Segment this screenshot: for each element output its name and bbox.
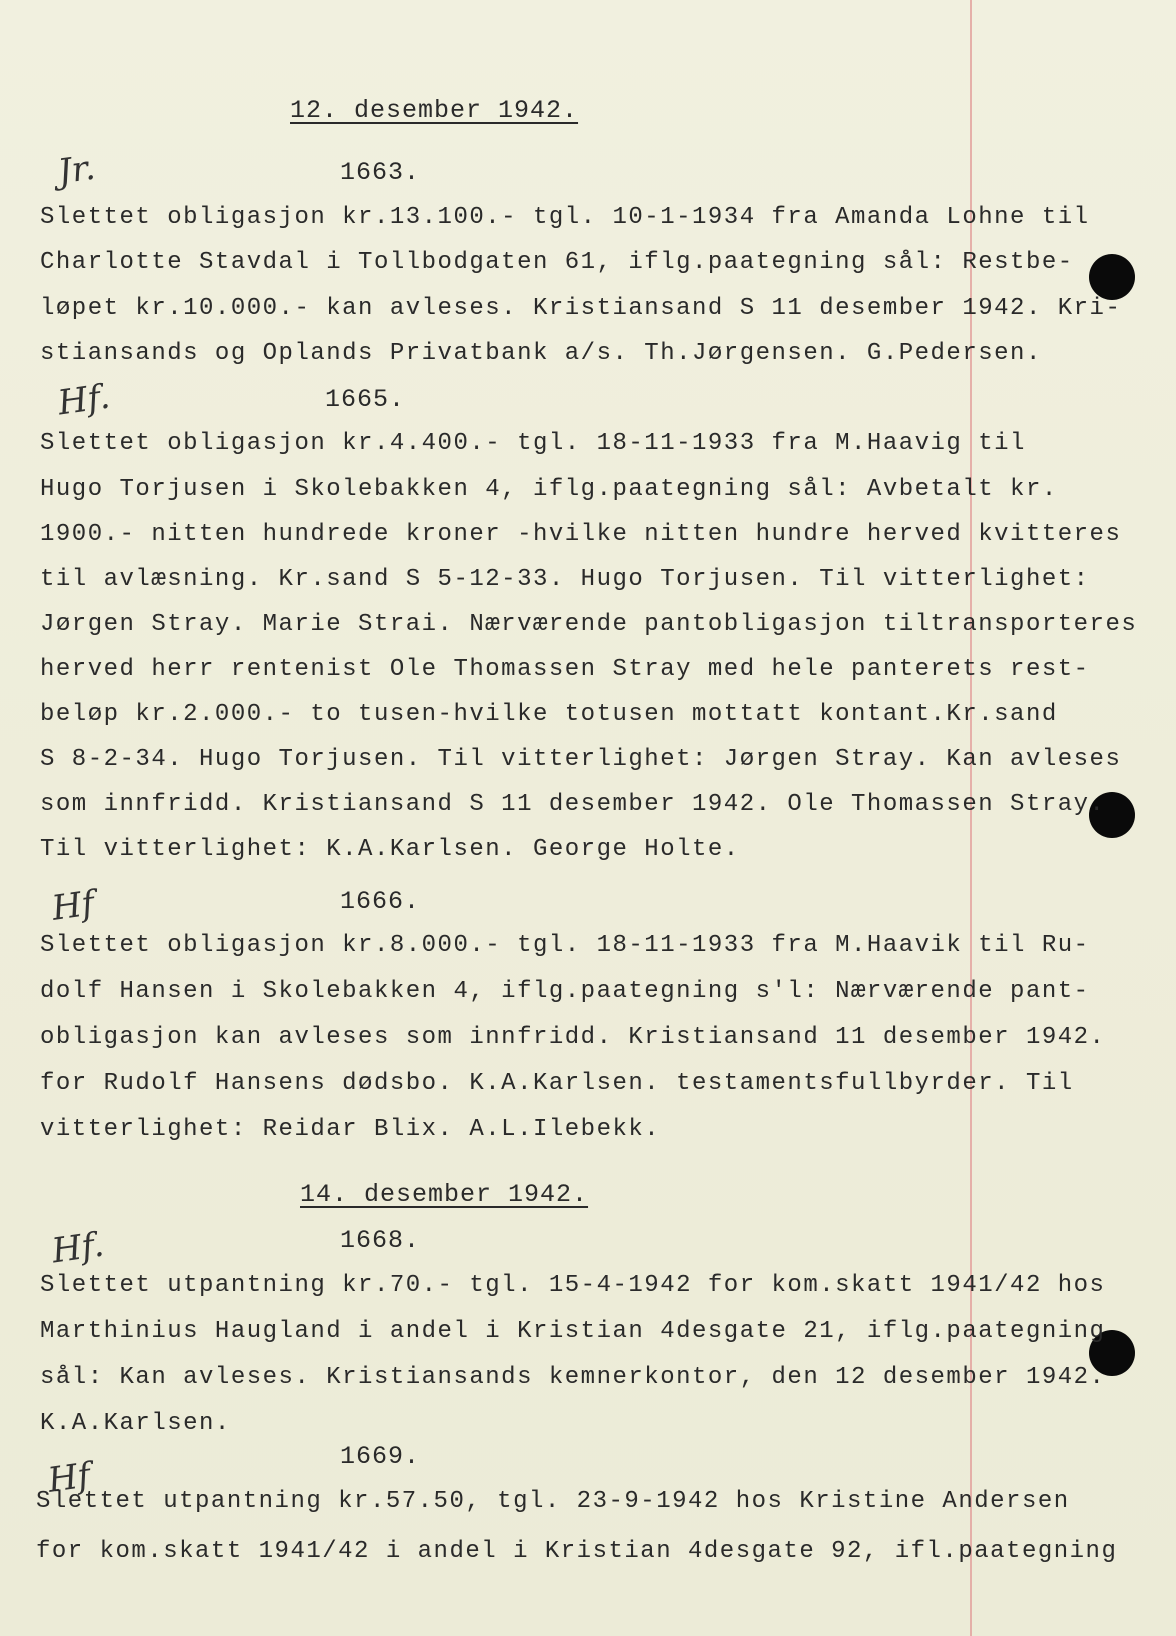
entry-line: beløp kr.2.000.- to tusen-hvilke totusen mottatt kontant.Kr.sand [40, 701, 1058, 728]
clerk-initials: Hf [45, 1455, 93, 1501]
entry-line: Jørgen Stray. Marie Strai. Nærværende pantobligasjon tiltransporteres [40, 611, 1138, 638]
clerk-initials: Hf [49, 883, 97, 929]
entry-line: stiansands og Oplands Privatbank a/s. Th.Jørgensen. G.Pedersen. [40, 340, 1042, 367]
entry-line: til avlæsning. Kr.sand S 5-12-33. Hugo Torjusen. Til vitterlighet: [40, 566, 1090, 593]
clerk-initials: Jr. [55, 147, 98, 193]
clerk-initials: Hf. [49, 1224, 107, 1272]
entry-line: herved herr rentenist Ole Thomassen Stray med hele panterets rest- [40, 656, 1090, 683]
entry-line: Slettet obligasjon kr.13.100.- tgl. 10-1-1934 fra Amanda Lohne til [40, 204, 1090, 231]
date-heading: 14. desember 1942. [300, 1180, 589, 1209]
entry-line: S 8-2-34. Hugo Torjusen. Til vitterlighet: Jørgen Stray. Kan avleses [40, 746, 1122, 773]
entry-line: Hugo Torjusen i Skolebakken 4, iflg.paategning sål: Avbetalt kr. [40, 476, 1058, 503]
entry-number: 1669. [340, 1442, 421, 1471]
date-heading: 12. desember 1942. [290, 96, 579, 125]
entry-line: Til vitterlighet: K.A.Karlsen. George Holte. [40, 836, 740, 863]
entry-line: vitterlighet: Reidar Blix. A.L.Ilebekk. [40, 1116, 661, 1143]
entry-number: 1663. [340, 158, 421, 187]
entry-line: Slettet obligasjon kr.8.000.- tgl. 18-11-1933 fra M.Haavik til Ru- [40, 932, 1090, 959]
entry-number: 1666. [340, 887, 421, 916]
entry-line: Slettet utpantning kr.70.- tgl. 15-4-1942 for kom.skatt 1941/42 hos [40, 1272, 1106, 1299]
entry-line: som innfridd. Kristiansand S 11 desember 1942. Ole Thomassen Stray. [40, 791, 1106, 818]
entry-line: 1900.- nitten hundrede kroner -hvilke nitten hundre herved kvitteres [40, 521, 1122, 548]
punch-hole [1089, 254, 1135, 300]
entry-line: sål: Kan avleses. Kristiansands kemnerkontor, den 12 desember 1942. [40, 1364, 1106, 1391]
entry-line: obligasjon kan avleses som innfridd. Kristiansand 11 desember 1942. [40, 1024, 1106, 1051]
entry-line: Slettet obligasjon kr.4.400.- tgl. 18-11-1933 fra M.Haavig til [40, 430, 1026, 457]
entry-line: for Rudolf Hansens dødsbo. K.A.Karlsen. testamentsfullbyrder. Til [40, 1070, 1074, 1097]
entry-line: for kom.skatt 1941/42 i andel i Kristian 4desgate 92, ifl.paategning [36, 1538, 1118, 1565]
clerk-initials: Hf. [55, 376, 113, 424]
entry-line: løpet kr.10.000.- kan avleses. Kristiansand S 11 desember 1942. Kri- [40, 295, 1122, 322]
entry-line: K.A.Karlsen. [40, 1410, 231, 1437]
entry-number: 1668. [340, 1226, 421, 1255]
entry-number: 1665. [325, 385, 406, 414]
entry-line: Marthinius Haugland i andel i Kristian 4desgate 21, iflg.paategning [40, 1318, 1106, 1345]
entry-line: Charlotte Stavdal i Tollbodgaten 61, iflg.paategning sål: Restbe- [40, 249, 1074, 276]
entry-line: dolf Hansen i Skolebakken 4, iflg.paategning s'l: Nærværende pant- [40, 978, 1090, 1005]
entry-line: Slettet utpantning kr.57.50, tgl. 23-9-1942 hos Kristine Andersen [36, 1488, 1070, 1515]
